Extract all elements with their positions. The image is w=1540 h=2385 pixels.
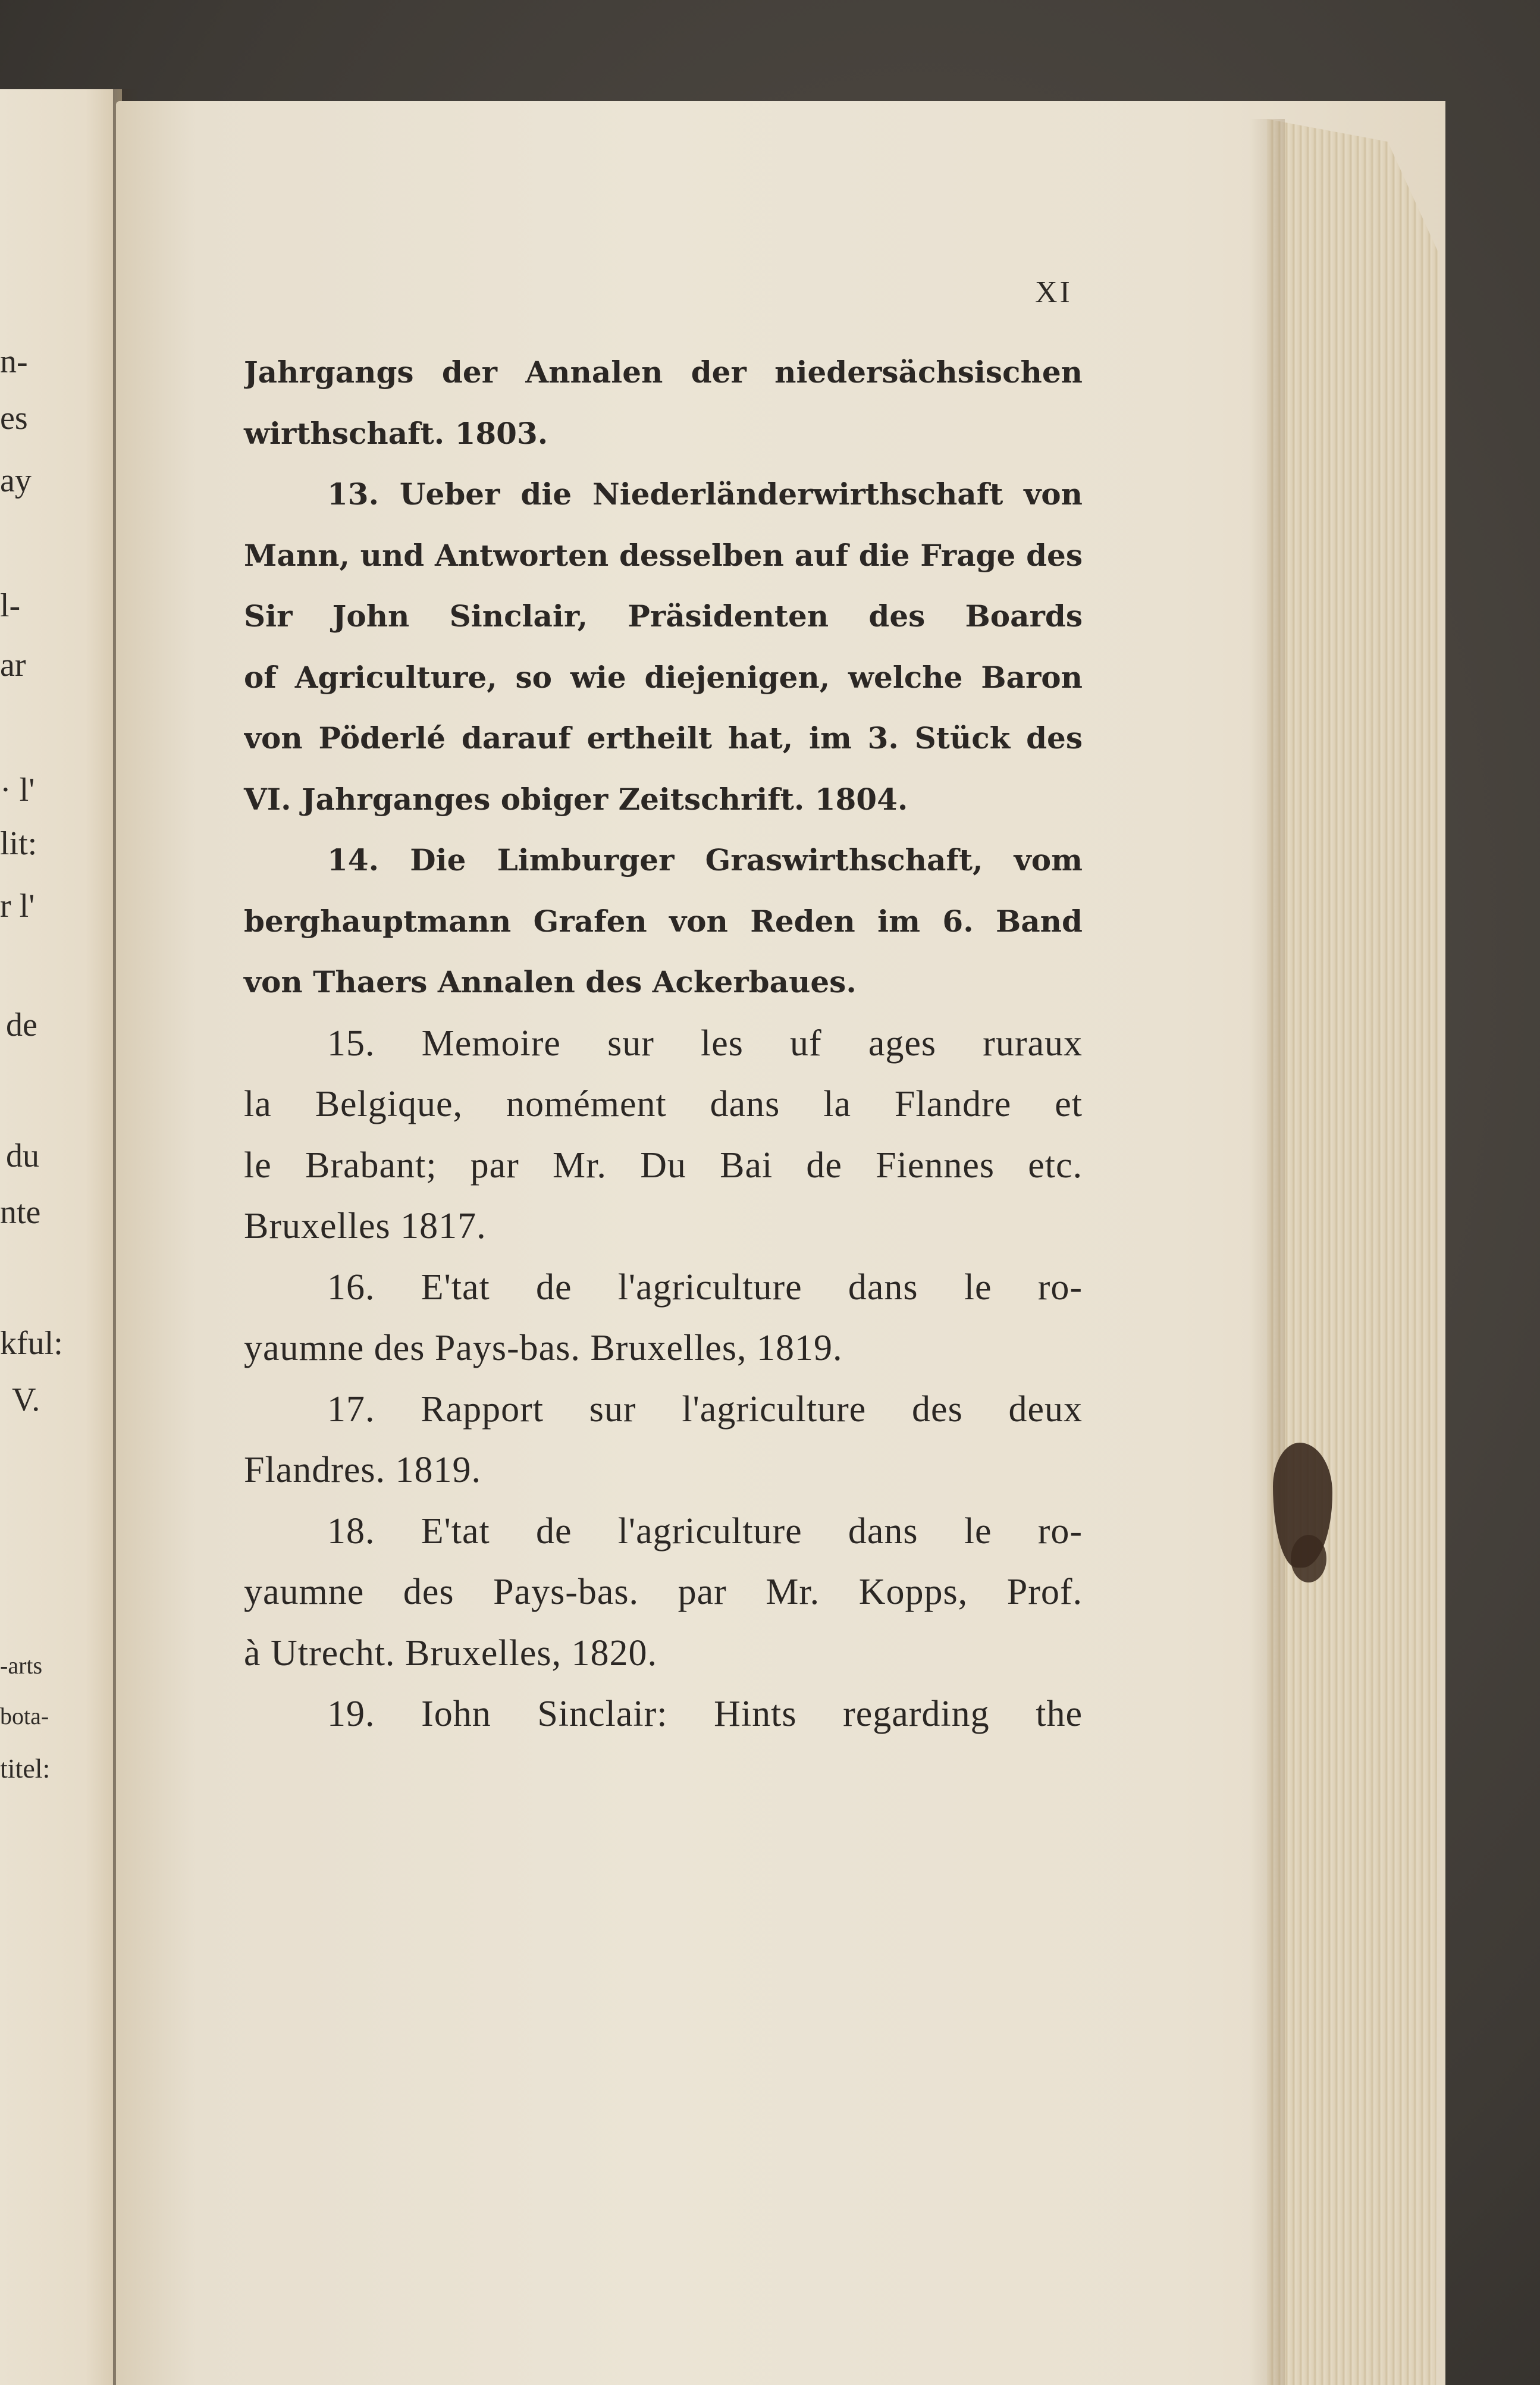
text-line: Mann, und Antworten desselben auf die Frage des — [244, 537, 1083, 573]
text-line: Flandres. 1819. — [244, 1450, 482, 1490]
page-edge-shadow — [1249, 119, 1285, 2385]
left-fragment: nte — [0, 1194, 41, 1231]
text-line: 13. Ueber die Niederländerwirthschaft von — [327, 477, 1083, 512]
text-line: berghauptmann Grafen von Reden im 6. Band — [244, 903, 1083, 939]
left-fragment: kful: — [0, 1325, 63, 1362]
text-line: 15. Memoire sur les uf ages ruraux — [327, 1023, 1083, 1064]
text-line: 18. E'tat de l'agriculture dans le ro- — [327, 1510, 1083, 1552]
left-fragment: de — [6, 1007, 37, 1043]
left-fragment: ar — [0, 647, 26, 684]
left-fragment: titel: — [0, 1753, 51, 1784]
text-line: à Utrecht. Bruxelles, 1820. — [244, 1632, 658, 1673]
text-line: 17. Rapport sur l'agriculture des deux — [327, 1389, 1083, 1430]
left-fragment: bota- — [0, 1703, 49, 1729]
text-line: Bruxelles 1817. — [244, 1206, 487, 1246]
left-fragment: du — [6, 1137, 39, 1174]
ink-stain — [1291, 1535, 1326, 1582]
text-line: 16. E'tat de l'agriculture dans le ro- — [327, 1267, 1083, 1308]
left-fragment: l- — [0, 587, 21, 624]
left-fragment: V. — [12, 1381, 40, 1418]
text-line: von Pöderlé darauf ertheilt hat, im 3. Stück des — [244, 720, 1083, 756]
previous-page-edge — [0, 89, 122, 2385]
text-line: VI. Jahrganges obiger Zeitschrift. 1804. — [244, 781, 908, 817]
text-line: Jahrgangs der Annalen der niedersächsischen — [244, 355, 1083, 390]
text-line: 14. Die Limburger Graswirthschaft, vom — [327, 842, 1083, 877]
page-number: XI — [1035, 275, 1072, 309]
page-edges — [1267, 119, 1439, 2385]
left-fragment: ay — [0, 462, 32, 499]
left-fragment: · l' — [0, 772, 35, 808]
left-fragment: n- — [0, 343, 28, 380]
text-line: yaumne des Pays-bas. Bruxelles, 1819. — [244, 1328, 843, 1368]
left-fragment: -arts — [0, 1652, 43, 1679]
text-line: von Thaers Annalen des Ackerbaues. — [244, 964, 857, 999]
text-line: yaumne des Pays-bas. par Mr. Kopps, Prof. — [244, 1572, 1083, 1612]
text-line: 19. Iohn Sinclair: Hints regarding the — [327, 1694, 1083, 1734]
text-line: la Belgique, nomément dans la Flandre et — [244, 1084, 1083, 1124]
text-line: wirthschaft. 1803. — [244, 415, 548, 451]
text-line: of Agriculture, so wie diejenigen, welche Baron — [244, 659, 1083, 695]
left-fragment: r l' — [0, 888, 35, 924]
left-fragment: es — [0, 400, 28, 437]
page-text — [244, 342, 1083, 1745]
left-fragment: lit: — [0, 825, 37, 862]
text-line: le Brabant; par Mr. Du Bai de Fiennes etc. — [244, 1145, 1083, 1186]
text-line: Sir John Sinclair, Präsidenten des Boards — [244, 598, 1083, 634]
